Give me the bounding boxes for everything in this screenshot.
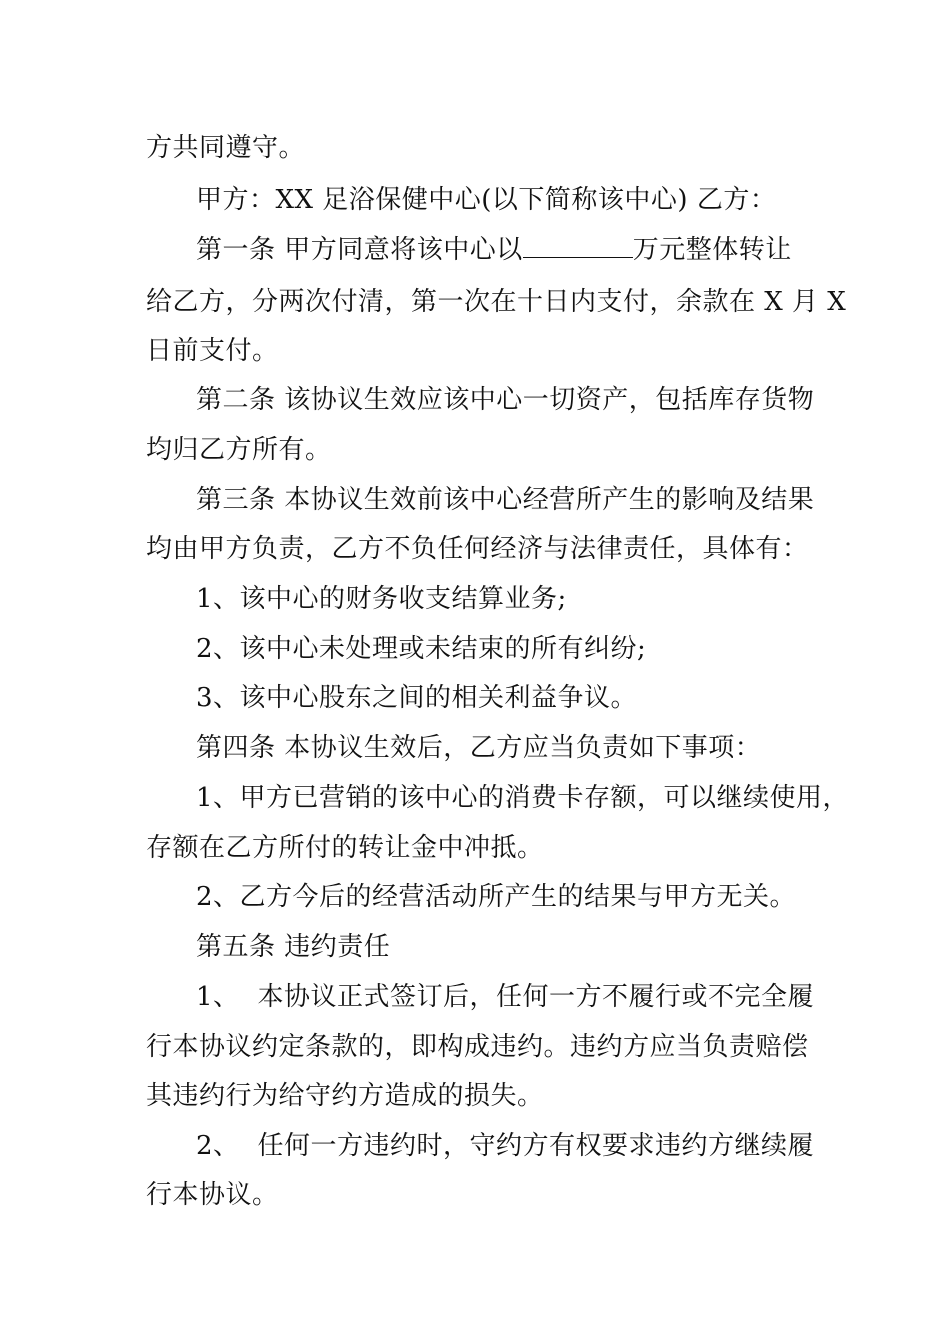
text-line: 第四条 本协议生效后，乙方应当负责如下事项： — [196, 733, 762, 763]
text-line: 2、乙方今后的经营活动所产生的结果与甲方无关。 — [196, 882, 797, 912]
text-line: 行本协议。 — [146, 1180, 279, 1210]
text-line: 均归乙方所有。 — [146, 435, 332, 465]
list-number: 2、 — [196, 1131, 240, 1161]
text-segment: 任何一方违约时，守约方有权要求违约方继续履 — [257, 1131, 815, 1161]
text-line: 日前支付。 — [146, 336, 279, 366]
text-line: 第三条 本协议生效前该中心经营所产生的影响及结果 — [196, 485, 815, 515]
blank-field — [523, 235, 633, 258]
text-line: 1、该中心的财务收支结算业务; — [196, 584, 567, 614]
text-line: 均由甲方负责，乙方不负任何经济与法律责任，具体有： — [146, 534, 809, 564]
text-segment: 万元整体转让 — [632, 235, 792, 265]
text-line: 方共同遵守。 — [146, 133, 306, 163]
text-line: 存额在乙方所付的转让金中冲抵。 — [146, 833, 544, 863]
text-line: 其违约行为给守约方造成的损失。 — [146, 1081, 544, 1111]
text-segment: 本协议正式签订后，任何一方不履行或不完全履 — [257, 982, 815, 1012]
text-line: 2、该中心未处理或未结束的所有纠纷; — [196, 634, 647, 664]
list-number: 1、 — [196, 982, 240, 1012]
text-line: 3、该中心股东之间的相关利益争议。 — [196, 683, 638, 713]
text-line-article-1 — [196, 234, 792, 266]
text-line: 甲方：XX 足浴保健中心(以下简称该中心) 乙方： — [196, 185, 777, 215]
text-line: 第五条 违约责任 — [196, 932, 391, 962]
text-line — [196, 981, 814, 1013]
text-line: 给乙方，分两次付清，第一次在十日内支付，余款在 X 月 X — [146, 287, 847, 317]
text-line: 第二条 该协议生效应该中心一切资产，包括库存货物 — [196, 385, 815, 415]
text-line: 行本协议约定条款的，即构成违约。违约方应当负责赔偿 — [146, 1032, 809, 1062]
text-line: 1、甲方已营销的该中心的消费卡存额，可以继续使用， — [196, 783, 850, 813]
text-line — [196, 1130, 814, 1162]
text-segment: 第一条 甲方同意将该中心以 — [196, 235, 523, 265]
